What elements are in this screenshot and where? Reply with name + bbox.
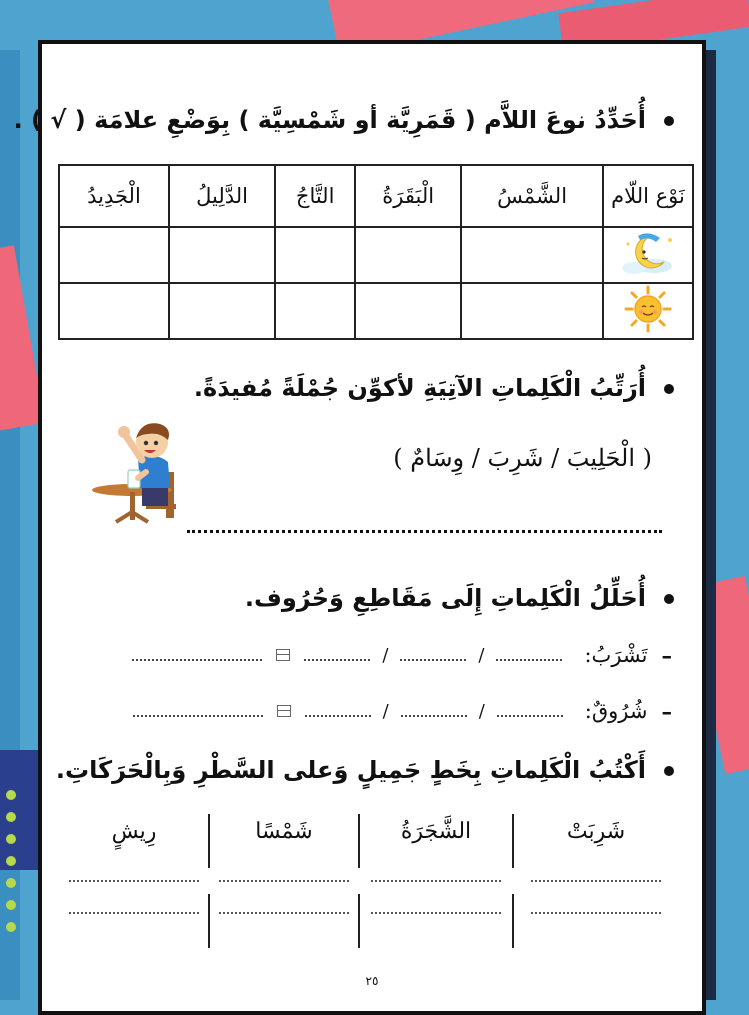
column-divider (512, 814, 514, 868)
syllable-blank[interactable] (305, 705, 371, 717)
analysis-word: تَشْرَبُ: (584, 643, 648, 667)
column-divider (208, 894, 210, 948)
handwriting-word: شَرِبَتْ (566, 819, 626, 844)
header-cell-word: التَّاجُ (275, 165, 355, 227)
bullet (664, 766, 674, 776)
check-cell[interactable] (355, 227, 461, 283)
sun-icon-cell (603, 283, 693, 339)
syllable-blank[interactable] (497, 705, 563, 717)
header-cell-word: الْجَدِيدُ (59, 165, 169, 227)
separator-slash: / (382, 644, 389, 666)
scrambled-words: ( الْحَلِيبَ / شَرِبَ / وِسَامٌ ) (393, 444, 652, 472)
header-cell-word: الْبَقَرَةُ (355, 165, 461, 227)
bullet (664, 594, 674, 604)
check-cell[interactable] (461, 227, 603, 283)
moon-icon-cell (603, 227, 693, 283)
question-4-title: أَكْتُبُ الْكَلِماتِ بِخَطٍ جَمِيلٍ وَعلى السَّطْرِ وَبِالْحَرَكَاتِ. (55, 756, 646, 784)
handwriting-line[interactable] (69, 912, 199, 914)
handwriting-line[interactable] (371, 880, 501, 882)
separator-slash: / (382, 700, 389, 722)
lam-type-table (58, 164, 694, 340)
row-dash: – (661, 642, 672, 668)
table-header-row (59, 165, 693, 227)
handwriting-column (366, 814, 506, 964)
question-2-title: أُرَتِّبُ الْكَلِماتِ الآتِيَةِ لأكوِّن جُمْلَةً مُفيدَةً. (193, 374, 646, 402)
sun-icon (623, 285, 673, 333)
handwriting-word: رِيشٍ (111, 819, 157, 844)
column-divider (358, 814, 360, 868)
analysis-row (52, 694, 672, 728)
question-3-heading (245, 584, 674, 612)
check-cell[interactable] (59, 283, 169, 339)
table-row-sun (59, 283, 693, 339)
check-cell[interactable] (355, 283, 461, 339)
column-divider (208, 814, 210, 868)
handwriting-line[interactable] (69, 880, 199, 882)
header-cell-word: الشَّمْسُ (461, 165, 603, 227)
bullet (664, 116, 674, 126)
separator-slash: / (478, 700, 485, 722)
worksheet-page (13, 40, 706, 1015)
check-cell[interactable] (275, 227, 355, 283)
analysis-word: شُرُوقٌ: (584, 699, 648, 723)
syllable-blank[interactable] (401, 705, 467, 717)
answer-dotted-line[interactable] (187, 530, 662, 533)
check-cell[interactable] (169, 283, 275, 339)
page-number: ٢٥ (365, 974, 379, 988)
syllable-blank[interactable] (400, 649, 466, 661)
handwriting-column (64, 814, 204, 964)
handwriting-line[interactable] (531, 912, 661, 914)
question-2-heading (194, 374, 674, 402)
handwriting-grid (66, 814, 666, 964)
bullet (664, 384, 674, 394)
column-divider (512, 894, 514, 948)
page-shadow (706, 50, 716, 1000)
handwriting-column (214, 814, 354, 964)
check-cell[interactable] (59, 227, 169, 283)
question-3-title: أُحَلِّلُ الْكَلِماتِ إِلَى مَقَاطِعِ وَحُرُوف. (244, 584, 646, 612)
handwriting-line[interactable] (219, 912, 349, 914)
header-cell-lam-type: نَوْع اللّام (603, 165, 693, 227)
handwriting-column (526, 814, 666, 964)
syllable-blank[interactable] (496, 649, 562, 661)
letters-blank[interactable] (133, 705, 263, 717)
question-1-heading (14, 106, 674, 134)
analysis-row (52, 638, 672, 672)
handwriting-word: الشَّجَرَةُ (400, 819, 472, 844)
handwriting-word: شَمْسًا (255, 819, 313, 844)
decorative-dots (2, 790, 22, 944)
handwriting-line[interactable] (219, 880, 349, 882)
question-1-title: أُحَدِّدُ نوعَ اللاَّم ( قَمَرِيَّة أو شَمْسِيَّة ) بِوَضْعِ علامَة ( √ ) . (13, 106, 646, 134)
check-cell[interactable] (169, 227, 275, 283)
letters-blank[interactable] (132, 649, 262, 661)
equals-box-icon (276, 649, 290, 661)
handwriting-line[interactable] (371, 912, 501, 914)
header-cell-word: الدَّلِيلُ (169, 165, 275, 227)
equals-box-icon (277, 705, 291, 717)
question-4-heading (56, 756, 674, 784)
boy-drinking-milk-icon (86, 412, 198, 524)
check-cell[interactable] (275, 283, 355, 339)
column-divider (358, 894, 360, 948)
separator-slash: / (478, 644, 485, 666)
syllable-blank[interactable] (304, 649, 370, 661)
handwriting-line[interactable] (531, 880, 661, 882)
moon-icon (620, 230, 676, 276)
check-cell[interactable] (461, 283, 603, 339)
table-row-moon (59, 227, 693, 283)
row-dash: – (661, 698, 672, 724)
